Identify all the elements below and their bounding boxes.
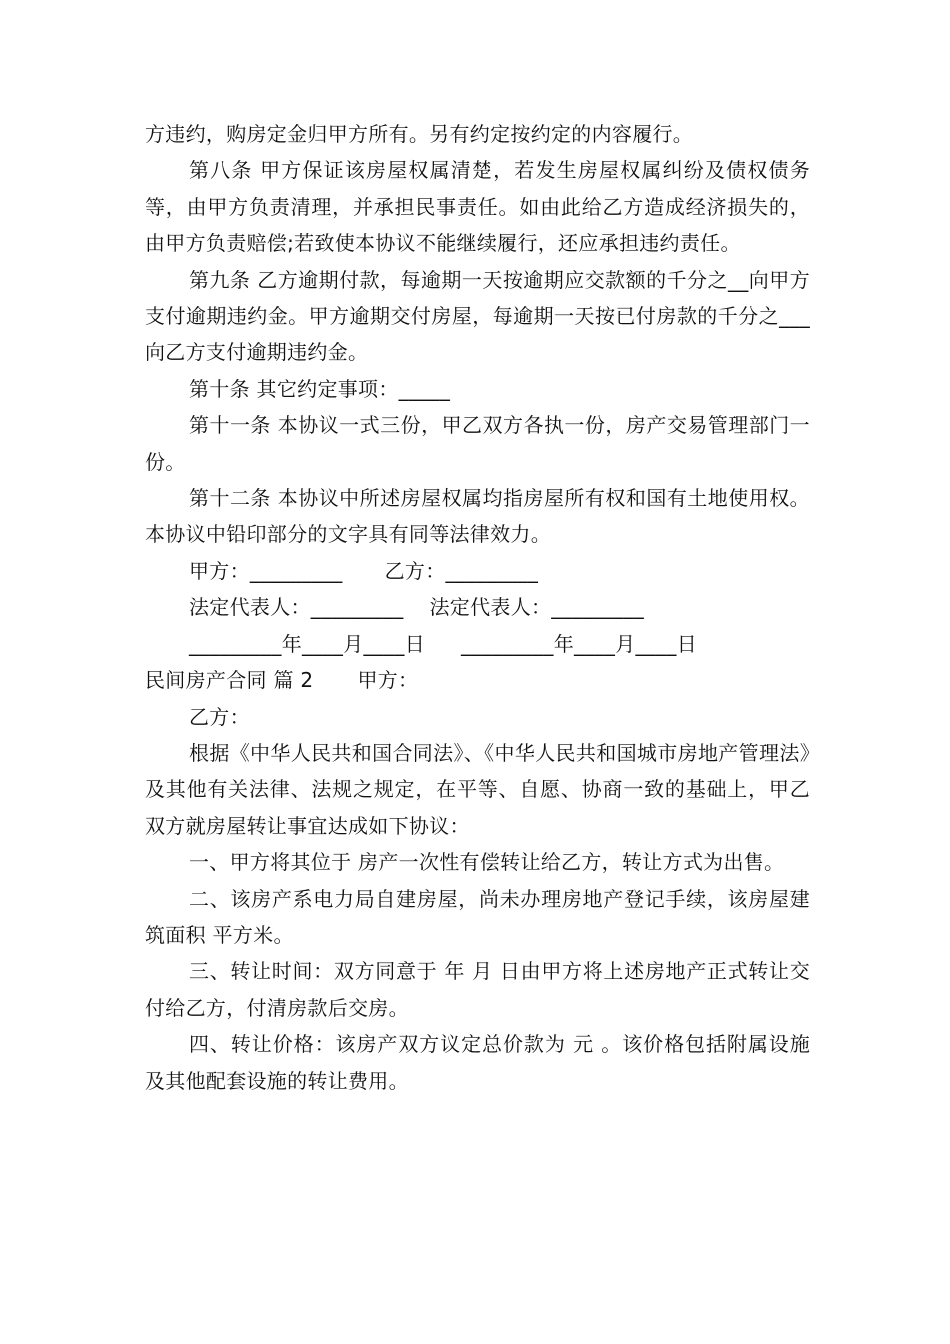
party-a-signature: 甲方：_________ — [189, 558, 343, 583]
contract2-heading: 民间房产合同 篇 2 — [145, 668, 314, 693]
contract2-paragraph-1: 一、甲方将其位于 房产一次性有偿转让给乙方，转让方式为出售。 — [189, 850, 785, 875]
document-body — [145, 116, 810, 1099]
contract2-party-b: 乙方： — [189, 704, 250, 729]
date-b-signature: _________年____月____日 — [461, 631, 697, 656]
paragraph-article-9: 第九条 乙方逾期付款，每逾期一天按逾期应交款额的千分之__向甲方支付逾期违约金。甲方逾期交付房屋，每逾期一天按已付房款的千分之___向乙方支付逾期违约金。 — [145, 267, 810, 365]
contract2-party-a: 甲方： — [357, 668, 419, 693]
contract2-paragraph-preamble: 根据《中华人民共和国合同法》、《中华人民共和国城市房地产管理法》及其他有关法律、法规之规定，在平等、自愿、协商一致的基础上，甲乙双方就房屋转让事宜达成如下协议： — [145, 740, 810, 838]
paragraph-default-clause-end: 方违约，购房定金归甲方所有。另有约定按约定的内容履行。 — [145, 122, 694, 146]
signature-parties-line — [145, 553, 810, 589]
contract2-party-b-line — [145, 699, 810, 735]
contract2-paragraph-2: 二、该房产系电力局自建房屋，尚未办理房地产登记手续，该房屋建筑面积 平方米。 — [145, 886, 810, 947]
date-a-signature: _________年____月____日 — [189, 631, 425, 656]
contract2-heading-line — [145, 662, 810, 698]
paragraph-article-10: 第十条 其它约定事项：_____ — [189, 376, 451, 401]
paragraph-article-12: 第十二条 本协议中所述房屋权属均指房屋所有权和国有土地使用权。本协议中铅印部分的文字具有同等法律效力。 — [145, 486, 810, 547]
paragraph-article-8: 第八条 甲方保证该房屋权属清楚，若发生房屋权属纠纷及债权债务等，由甲方负责清理，并承担民事责任。如由此给乙方造成经济损失的，由甲方负责赔偿;若致使本协议不能继续履行，还应承担违约责任。 — [145, 158, 810, 256]
rep-a-signature: 法定代表人：_________ — [189, 595, 404, 620]
contract2-paragraph-3: 三、转让时间：双方同意于 年 月 日由甲方将上述房地产正式转让交付给乙方，付清房款后交房。 — [145, 959, 810, 1020]
signature-dates-line — [145, 626, 810, 662]
paragraph-article-11: 第十一条 本协议一式三份，甲乙双方各执一份，房产交易管理部门一份。 — [145, 413, 810, 474]
contract2-paragraph-4: 四、转让价格：该房产双方议定总价款为 元 。该价格包括附属设施及其他配套设施的转让费用。 — [145, 1032, 810, 1093]
rep-b-signature: 法定代表人：_________ — [429, 595, 644, 620]
party-b-signature: 乙方：_________ — [384, 558, 539, 583]
signature-representatives-line — [145, 589, 810, 625]
